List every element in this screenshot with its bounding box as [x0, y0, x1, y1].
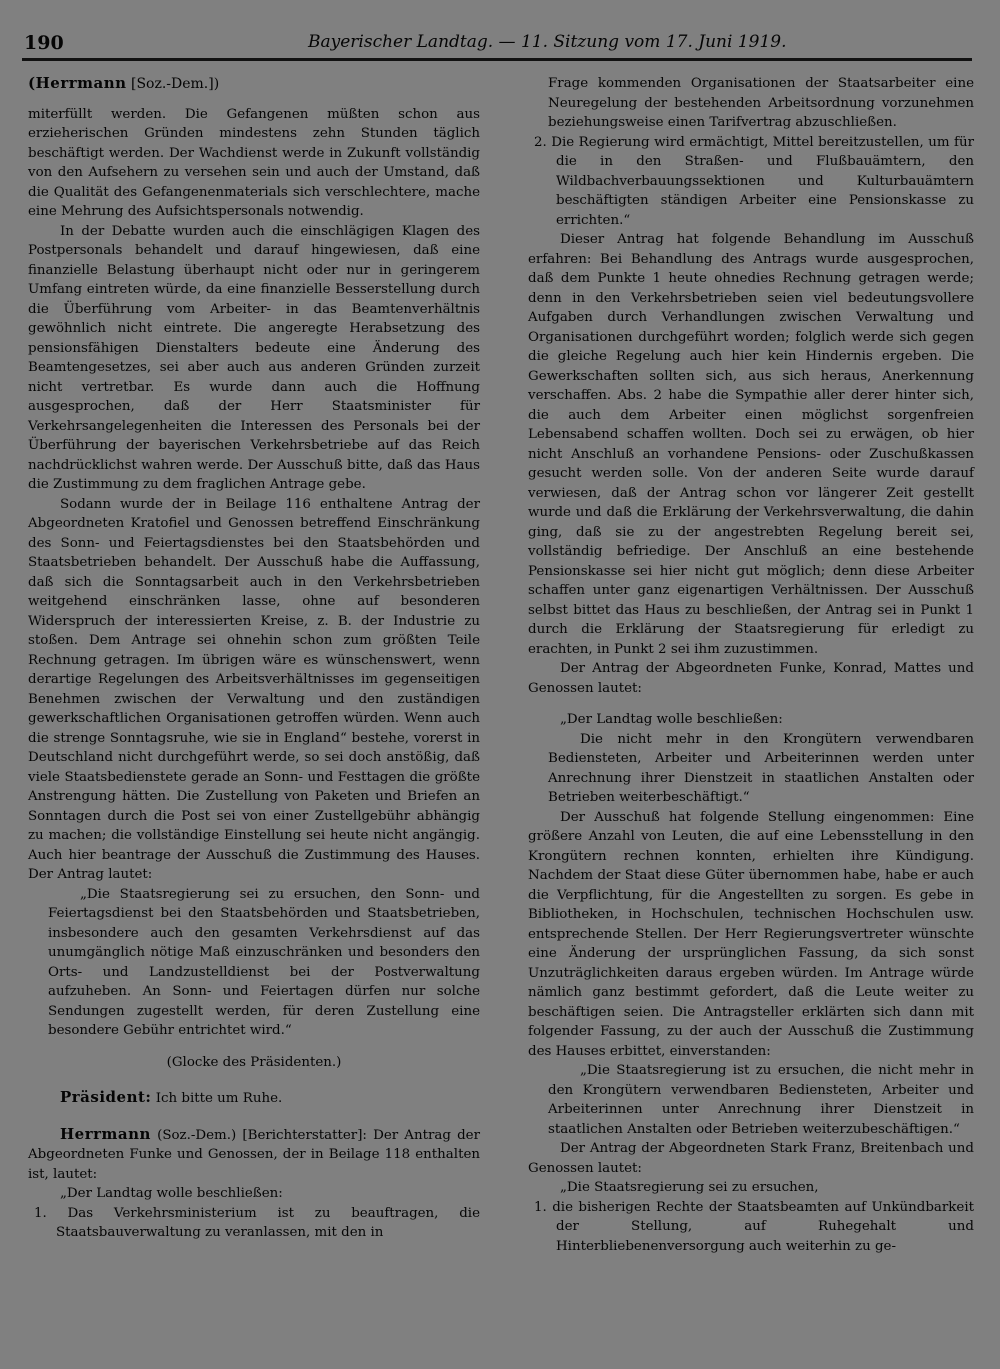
quote-motion-5-intro: „Die Staatsregierung sei zu ersuchen,	[560, 1180, 819, 1195]
herrmann-remark	[28, 1125, 480, 1185]
paragraph-3: Sodann wurde der in Beilage 116 enthaltene Antrag der Abgeordneten Kratofiel und Genossen betreffend Einschränkung des Sonn- und Feiertagsdienstes bei den Staatsbehörden und Staatsbetrieben behandelt. Der Ausschuß habe die Auffassung, daß sich die Sonntagsarbeit auch in den Verkehrsbetrieben weitgehend einschränken lasse, ohne auf besonderen Widerspruch der interessierten Kreise, z. B. der Industrie zu stoßen. Dem Antrage sei ohnehin schon zum größten Teile Rechnung getragen. Im übrigen wäre es wünschenswert, wenn derartige Regelungen des Arbeitsverhältnisses im gegenseitigen Benehmen zwischen der Verwaltung und den zuständigen gewerkschaftlichen Organisationen getroffen würden. Wenn auch die strenge Sonntagsruhe, wie sie in England“ bestehe, vorerst in Deutschland nicht durchgeführt werde, so sei doch anstößig, daß viele Staatsbedienstete gerade an Sonn- und Festtagen die größte Anstrengung hätten. Die Zustellung von Paketen und Briefen an Sonntagen durch die Post sei von einer Zustellgebühr abhängig zu machen; die vollständige Einstellung sei heute nicht angängig. Auch hier beantrage der Ausschuß die Zustimmung des Hauses. Der Antrag lautet:	[28, 496, 480, 882]
president-text: Ich bitte um Ruhe.	[151, 1091, 283, 1106]
quote-motion-1: „Die Staatsregierung sei zu ersuchen, den Sonn- und Feiertagsdienst bei den Staatsbehörden und Staatsbetrieben, insbesondere auch den gesamten Verkehrsdienst auf das unumgänglich nötige Maß einzuschränken und besonders den Orts- und Landzustelldienst bei der Postverwaltung aufzuheben. An Sonn- und Feiertagen dürfen nur solche Sendungen zugestellt werden, für deren Zustellung eine besondere Gebühr entrichtet wird.“	[48, 886, 480, 1038]
motion-item-1-continued: Frage kommenden Organisationen der Staatsarbeiter eine Neuregelung der bestehenden Arbeitsordnung vorzunehmen beziehungsweise einen Tarifvertrag abzuschließen.	[548, 76, 974, 130]
motion-item-3: 1. die bisherigen Rechte der Staatsbeamten auf Unkündbarkeit der Stellung, auf Ruhegehalt und Hinterbliebenenversorgung auch weiterhin zu ge-	[534, 1199, 974, 1254]
right-column	[528, 74, 974, 1256]
page-number: 190	[24, 32, 64, 54]
president-remark	[28, 1088, 480, 1109]
page-header	[22, 28, 972, 61]
herrmann-text: (Soz.-Dem.) [Berichterstatter]: Der Antrag der Abgeordneten Funke und Genossen, der in Beilage 118 enthalten ist, lautet:	[28, 1127, 480, 1182]
paragraph-4: Dieser Antrag hat folgende Behandlung im Ausschuß erfahren: Bei Behandlung des Antrags wurde ausgesprochen, daß dem Punkte 1 heute ohnedies Rechnung getragen werde; denn in den Verkehrsbetrieben seien viel bedeutungsvollere Aufgaben durch Verhandlungen zwischen Verwaltung und Organisationen durchgeführt worden; folglich werde sich gegen die gleiche Regelung auch hier kein Hindernis ergeben. Die Gewerkschaften sollten sich, aus sich heraus, Anerkennung verschaffen. Abs. 2 habe die Sympathie aller derer hinter sich, die auch dem Arbeiter einen möglichst sorgenfreien Lebensabend schaffen wollten. Doch sei zu erwägen, ob hier nicht Anschluß an vorhandene Pensions- oder Zuschußkassen gesucht werden solle. Von der anderen Seite wurde darauf verwiesen, daß der Antrag schon vor längerer Zeit gestellt wurde und daß die Erklärung der Verkehrsverwaltung, die dahin ging, daß sie zu der angestrebten Regelung bereit sei, vollständig befriedige. Der Anschluß an eine bestehende Pensionskasse sei hier nicht gut möglich; denn diese Arbeiter schaffen unter ganz eigenartigen Verhältnissen. Der Ausschuß selbst bittet das Haus zu beschließen, der Antrag sei in Punkt 1 durch die Erklärung der Staatsregierung für erledigt zu erachten, in Punkt 2 sei ihm zuzustimmen.	[528, 232, 974, 657]
quote-motion-4: „Die Staatsregierung ist zu ersuchen, die nicht mehr in den Krongütern verwendbaren Bediensteten, Arbeiter und Arbeiterinnen unter Anrechnung ihrer Dienstzeit in staatlichen Anstalten oder Betrieben weiterzubeschäftigen.“	[548, 1063, 974, 1137]
speaker-heading-party: [Soz.-Dem.])	[126, 76, 220, 92]
motion-item-2: 2. Die Regierung wird ermächtigt, Mittel bereitzustellen, um für die in den Straßen- und Flußbauämtern, den Wildbachverbauungssektionen und Kulturbauämtern beschäftigten ständigen Arbeiter eine Pensionskasse zu errichten.“	[534, 134, 974, 228]
paragraph-5: Der Antrag der Abgeordneten Funke, Konrad, Mattes und Genossen lautet:	[528, 661, 974, 696]
paragraph-7: Der Antrag der Abgeordneten Stark Franz, Breitenbach und Genossen lautet:	[528, 1141, 974, 1176]
president-name: Präsident:	[60, 1088, 152, 1106]
speaker-heading-name: (Herrmann	[28, 74, 127, 92]
stage-direction: (Glocke des Präsidenten.)	[166, 1054, 342, 1070]
speaker-heading	[28, 74, 480, 95]
motion-item-1: 1. Das Verkehrsministerium ist zu beauftragen, die Staatsbauverwaltung zu veranlassen, mit den in	[34, 1205, 480, 1240]
quote-motion-2-intro: „Der Landtag wolle beschließen:	[60, 1186, 283, 1201]
quote-motion-3: Die nicht mehr in den Krongütern verwendbaren Bediensteten, Arbeiter und Arbeiterinnen werden unter Anrechnung ihrer Dienstzeit in staatlichen Anstalten oder Betrieben weiterbeschäftigt.“	[548, 731, 974, 805]
quote-motion-3-intro: „Der Landtag wolle beschließen:	[560, 712, 783, 727]
running-title: Bayerischer Landtag. — 11. Sitzung vom 17. Juni 1919.	[308, 32, 787, 52]
paragraph-1: miterfüllt werden. Die Gefangenen müßten schon aus erzieherischen Gründen mindestens zehn Stunden täglich beschäftigt werden. Der Wachdienst werde in Zukunft vollständig von den Aufsehern zu versehen sein und auch der Umstand, daß die Qualität des Gefangenenmaterials sich verschlechtere, mache eine Mehrung des Aufsichtspersonals notwendig.	[28, 106, 480, 219]
left-column	[28, 74, 480, 1243]
paragraph-6: Der Ausschuß hat folgende Stellung eingenommen: Eine größere Anzahl von Leuten, die auf eine Lebensstellung in den Krongütern rechnen konnten, erhielten ihre Kündigung. Nachdem der Staat diese Güter übernommen habe, habe er auch die Verpflichtung, für die Angestellten zu sorgen. Es gebe in Bibliotheken, in Hochschulen, technischen Hochschulen usw. entsprechende Stellen. Der Herr Regierungsvertreter wünschte eine Änderung der ursprünglichen Fassung, da sich sonst Unzuträglichkeiten daraus ergeben würden. Im Antrage würde nämlich ganz bestimmt gefordert, daß die Leute weiter zu beschäftigen seien. Die Antragsteller erklärten sich dann mit folgender Fassung, zu der auch der Ausschuß die Zustimmung des Hauses erbittet, einverstanden:	[528, 809, 974, 1059]
paragraph-2: In der Debatte wurden auch die einschlägigen Klagen des Postpersonals behandelt und darauf hingewiesen, daß eine finanzielle Belastung überhaupt nicht oder nur in geringerem Umfang eintreten würde, da eine finanzielle Besserstellung durch die Überführung vom Arbeiter- in das Beamtenverhältnis gewöhnlich nicht eintrete. Die angeregte Herabsetzung des pensionsfähigen Dienstalters bedeute eine Änderung des Beamtengesetzes, sei aber auch aus anderen Gründen zurzeit nicht vertretbar. Es wurde dann auch die Hoffnung ausgesprochen, daß der Herr Staatsminister für Verkehrsangelegenheiten die Interessen des Personals bei der Überführung der bayerischen Verkehrsbetriebe auf das Reich nachdrücklichst wahren werde. Der Ausschuß bitte, daß das Haus die Zustimmung zu dem fraglichen Antrage gebe.	[28, 223, 480, 492]
herrmann-name: Herrmann	[60, 1124, 151, 1143]
